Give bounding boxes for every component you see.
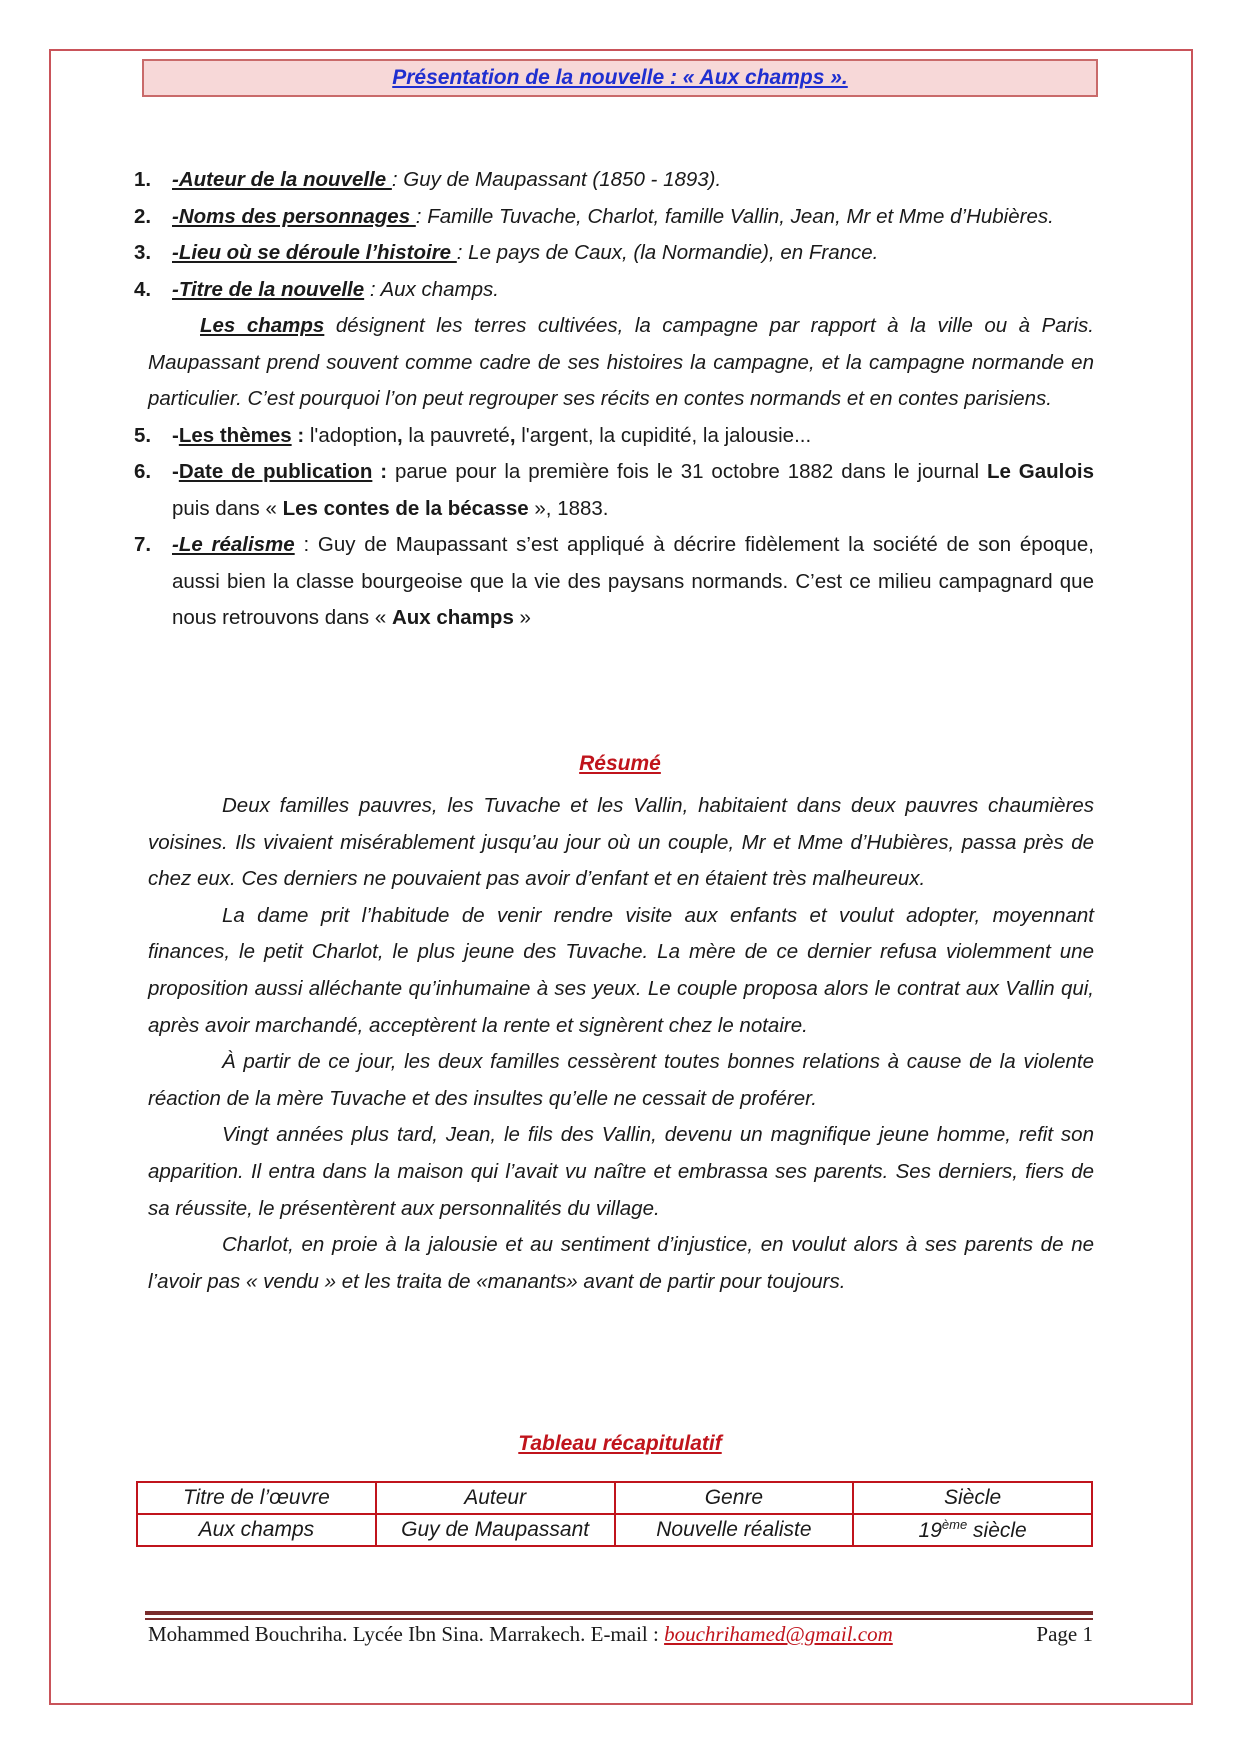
champs-paragraph [128, 308, 1094, 418]
recap-table [136, 1481, 1093, 1547]
item-number: 3. [134, 241, 152, 264]
resume-section [148, 788, 1094, 1300]
table-header: Titre de l’œuvre [137, 1482, 376, 1514]
item-text: : Aux champs. [364, 277, 499, 301]
item-number: 6. [134, 460, 152, 483]
list-item: 7. -Le réalisme : Guy de Maupassant s’est appliqué à décrire fidèlement la société de son époque, aussi bien la classe bourgeoise que la vie des paysans normands. C’est ce milieu campagnard que nous retrouvons dans « Aux champs » [128, 527, 1094, 637]
title-banner [142, 59, 1098, 97]
item-label: -Auteur de la nouvelle [172, 168, 392, 191]
footer-credit: Mohammed Bouchriha. Lycée Ibn Sina. Marrakech. E-mail : bouchrihamed@gmail.com [148, 1622, 893, 1646]
table-cell: Guy de Maupassant [376, 1514, 615, 1546]
resume-paragraph: Vingt années plus tard, Jean, le fils des Vallin, devenu un magnifique jeune homme, refit son apparition. Il entra dans la maison qui l’avait vu naître et embrassa ses parents. Ses derniers, fiers de sa réussite, le présentèrent aux personnalités du village. [148, 1123, 1094, 1220]
item-number: 4. [134, 277, 152, 301]
resume-paragraph: Deux familles pauvres, les Tuvache et les Vallin, habitaient dans deux pauvres chaumières voisines. Ils vivaient misérablement jusqu’au jour où un couple, Mr et Mme d’Hubières, passa près de chez eux. Ces derniers ne pouvaient pas avoir d’enfant et en étaient très malheureux. [148, 794, 1094, 891]
list-item [128, 272, 1094, 309]
footer [148, 1622, 1093, 1647]
item-number: 7. [134, 533, 152, 556]
champs-label: Les champs [200, 314, 325, 337]
table-header: Auteur [376, 1482, 615, 1514]
info-list [128, 162, 1094, 637]
list-item: 5. -Les thèmes : l'adoption, la pauvreté, l'argent, la cupidité, la jalousie... [128, 418, 1094, 455]
item-text: : Le pays de Caux, (la Normandie), en France. [456, 241, 879, 264]
page-number: Page 1 [1036, 1622, 1093, 1646]
table-row [137, 1514, 1092, 1546]
item-number: 2. [134, 204, 152, 228]
champs-text: désignent les terres cultivées, la campagne par rapport à la ville ou à Paris. Maupassant prend souvent comme cadre de ses histoires la campagne, et la campagne normande en particulier. C’est pourquoi l’on peut regrouper ses récits en contes normands et en contes parisiens. [148, 314, 1094, 410]
table-cell: Nouvelle réaliste [615, 1514, 854, 1546]
resume-paragraph: La dame prit l’habitude de venir rendre visite aux enfants et voulut adopter, moyennant finances, le petit Charlot, le plus jeune des Tuvache. La mère de ce dernier refusa violemment une proposition aussi alléchante qu’inhumaine à ses yeux. Le couple proposa alors le contrat aux Vallin qui, après avoir marchandé, acceptèrent la rente et signèrent chez le notaire. [148, 903, 1094, 1037]
table-title: Tableau récapitulatif [518, 1432, 722, 1455]
email-link[interactable]: bouchrihamed@gmail.com [664, 1622, 893, 1646]
footer-divider [145, 1611, 1093, 1615]
item-text: : Guy de Maupassant s’est appliqué à décrire fidèlement la société de son époque, aussi bien la classe bourgeoise que la vie des paysans normands. C’est ce milieu campagnard que nous retrouvons dans « [172, 533, 1094, 629]
resume-title: Résumé [579, 752, 661, 775]
item-text: : Guy de Maupassant (1850 - 1893). [391, 168, 722, 191]
item-number: 1. [134, 168, 152, 191]
item-text: : Famille Tuvache, Charlot, famille Vallin, Jean, Mr et Mme d’Hubières. [415, 204, 1054, 228]
resume-paragraph: À partir de ce jour, les deux familles cessèrent toutes bonnes relations à cause de la violente réaction de la mère Tuvache et des insultes qu’elle ne cessait de proférer. [148, 1050, 1094, 1110]
list-item [128, 162, 1094, 199]
table-header: Siècle [853, 1482, 1092, 1514]
item-number: 5. [134, 423, 152, 447]
item-label: Date de publication [178, 460, 373, 483]
resume-paragraph: Charlot, en proie à la jalousie et au sentiment d’injustice, en voulut alors à ses parents de ne l’avoir pas « vendu » et les traita de «manants» avant de partir pour toujours. [148, 1233, 1094, 1293]
table-cell: Aux champs [137, 1514, 376, 1546]
table-header-row [137, 1482, 1092, 1514]
list-item: 6. -Date de publication : parue pour la première fois le 31 octobre 1882 dans le journal Le Gaulois puis dans « Les contes de la bécasse », 1883. [128, 454, 1094, 527]
page-title: Présentation de la nouvelle : « Aux champs ». [392, 66, 848, 89]
item-label: -Noms des personnages [172, 204, 416, 228]
item-label: -Lieu où se déroule l’histoire [172, 241, 457, 264]
item-label: -Le réalisme [172, 533, 295, 556]
list-item [128, 235, 1094, 272]
item-label: Les thèmes [178, 423, 292, 447]
list-item [128, 199, 1094, 236]
table-cell-century: 19ème siècle [853, 1514, 1092, 1546]
table-header: Genre [615, 1482, 854, 1514]
item-label: -Titre de la nouvelle [172, 277, 365, 301]
footer-divider-thin [145, 1618, 1093, 1620]
